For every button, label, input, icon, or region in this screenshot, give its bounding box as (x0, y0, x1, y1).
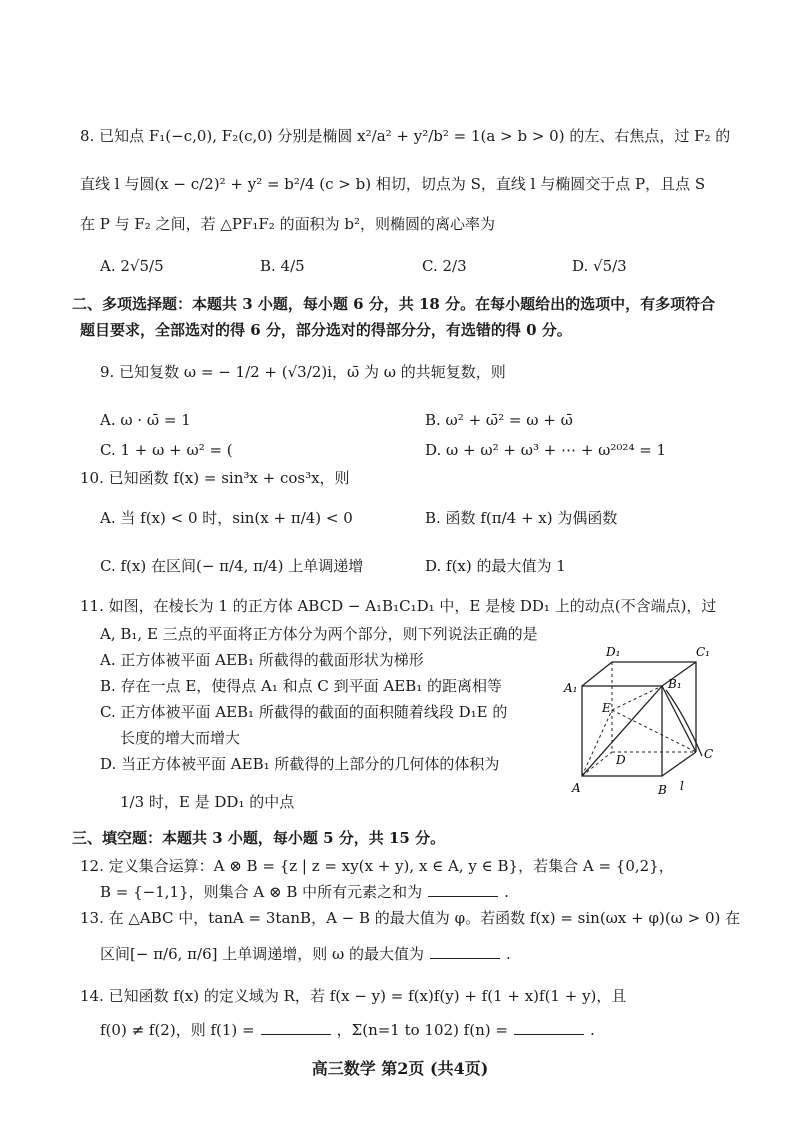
section2-line2: 题目要求，全部选对的得 6 分，部分选对的得部分分，有选错的得 0 分。 (80, 321, 572, 339)
q14-answer-blank-1[interactable] (261, 1020, 331, 1035)
q10-option-b: B. 函数 f(π/4 + x) 为偶函数 (425, 509, 618, 527)
label-D1: D₁ (606, 645, 621, 659)
label-B: B (658, 783, 667, 797)
label-A: A (572, 781, 581, 795)
q10-stem: 10. 已知函数 f(x) = sin³x + cos³x，则 (80, 469, 350, 487)
q11-option-a: A. 正方体被平面 AEB₁ 所截得的截面形状为梯形 (100, 651, 424, 669)
q14-answer-blank-2[interactable] (514, 1020, 584, 1035)
q11-option-d-line2: 1/3 时，E 是 DD₁ 的中点 (120, 793, 295, 811)
q12-line1: 12. 定义集合运算：A ⊗ B = {z | z = xy(x + y), x ∈ A, y ∈ B}，若集合 A = {0,2}， (80, 857, 674, 875)
section3-heading: 三、填空题：本题共 3 小题，每小题 5 分，共 15 分。 (72, 829, 446, 847)
q10-option-d: D. f(x) 的最大值为 1 (425, 557, 566, 575)
section2-line1: 二、多项选择题：本题共 3 小题，每小题 6 分，共 18 分。在每小题给出的选项中，有多项符合 (72, 295, 716, 313)
q12-end: . (504, 883, 509, 901)
q14-line2 (100, 1020, 595, 1040)
label-C1: C₁ (696, 645, 710, 659)
label-E: E (602, 701, 611, 715)
label-C: C (704, 747, 714, 761)
label-B1: B₁ (668, 677, 682, 691)
q14-line2a: f(0) ≠ f(2)，则 f(1) = (100, 1021, 255, 1039)
q8-line2: 直线 l 与圆(x − c/2)² + y² = b²/4 (c > b) 相切，切点为 S，直线 l 与椭圆交于点 P，且点 S (80, 175, 706, 193)
q11-line2: A, B₁, E 三点的平面将正方体分为两个部分，则下列说法正确的是 (100, 625, 538, 643)
q12-answer-blank[interactable] (428, 882, 498, 897)
q11-line1: 11. 如图，在棱长为 1 的正方体 ABCD − A₁B₁C₁D₁ 中，E 是棱 DD₁ 上的动点(不含端点)，过 (80, 597, 717, 615)
q13-answer-blank[interactable] (430, 944, 500, 959)
q8-option-a: A. 2√5/5 (100, 257, 164, 275)
q11-option-c-line1: C. 正方体被平面 AEB₁ 所截得的截面的面积随着线段 D₁E 的 (100, 703, 508, 721)
q11-option-d-line1: D. 当正方体被平面 AEB₁ 所截得的上部分的几何体的体积为 (100, 755, 500, 773)
cube-diagram (556, 644, 736, 812)
q11-option-b: B. 存在一点 E，使得点 A₁ 和点 C 到平面 AEB₁ 的距离相等 (100, 677, 503, 695)
q9-option-b: B. ω² + ω̄² = ω + ω̄ (425, 411, 573, 429)
q13-line2 (100, 944, 511, 964)
cube-back-edges (612, 662, 696, 752)
q8-line1: 8. 已知点 F₁(−c,0), F₂(c,0) 分别是椭圆 x²/a² + y²/b² = 1(a > b > 0) 的左、右焦点，过 F₂ 的 (80, 127, 731, 145)
label-l: l (680, 779, 684, 793)
q9-stem: 9. 已知复数 ω = − 1/2 + (√3/2)i，ω̄ 为 ω 的共轭复数，则 (100, 363, 506, 381)
q8-option-b: B. 4/5 (260, 257, 305, 275)
q9-option-d: D. ω + ω² + ω³ + ⋯ + ω²⁰²⁴ = 1 (425, 441, 667, 459)
cube-figure (556, 644, 736, 812)
q11-option-c-line2: 长度的增大而增大 (120, 729, 241, 747)
page-footer: 高三数学 第2页 (共4页) (311, 1059, 489, 1078)
q12-line2-text: B = {−1,1}，则集合 A ⊗ B 中所有元素之和为 (100, 883, 423, 901)
q8-option-d: D. √5/3 (572, 257, 627, 275)
label-A1: A₁ (564, 681, 578, 695)
q14-line2b: ，Σ(n=1 to 102) f(n) = (336, 1021, 508, 1039)
q14-line1: 14. 已知函数 f(x) 的定义域为 R，若 f(x − y) = f(x)f(y) + f(1 + x)f(1 + y)，且 (80, 987, 627, 1005)
q10-option-c: C. f(x) 在区间(− π/4, π/4) 上单调递增 (100, 557, 364, 575)
q14-end: . (589, 1021, 595, 1039)
q12-line2 (100, 882, 509, 902)
q13-end: . (506, 945, 511, 963)
label-D: D (616, 753, 626, 767)
q13-line2-text: 区间[− π/6, π/6] 上单调递增，则 ω 的最大值为 (100, 945, 425, 963)
q8-option-c: C. 2/3 (422, 257, 467, 275)
q9-option-c: C. 1 + ω + ω² = ( (100, 441, 233, 459)
q9-option-a: A. ω · ω̄ = 1 (100, 411, 191, 429)
q13-line1: 13. 在 △ABC 中，tanA = 3tanB，A − B 的最大值为 φ。若函数 f(x) = sin(ωx + φ)(ω > 0) 在 (80, 909, 741, 927)
q8-line3: 在 P 与 F₂ 之间，若 △PF₁F₂ 的面积为 b²，则椭圆的离心率为 (80, 215, 495, 233)
q10-option-a: A. 当 f(x) < 0 时，sin(x + π/4) < 0 (100, 509, 353, 527)
